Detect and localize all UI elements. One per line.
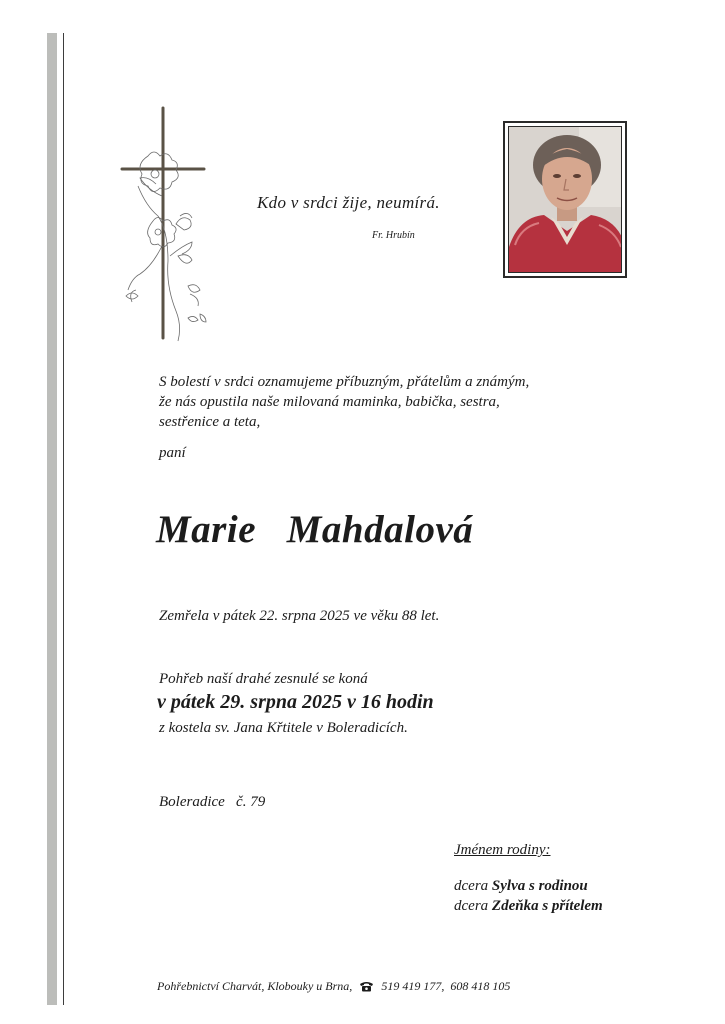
announcement-text (159, 372, 529, 432)
announcement-line: S bolestí v srdci oznamujeme příbuzným, přátelům a známým, (159, 374, 530, 390)
motto-author: Fr. Hrubín (372, 230, 415, 241)
portrait-image (509, 127, 622, 273)
family-member (454, 896, 603, 916)
motto-quote: Kdo v srdci žije, neumírá. (257, 193, 440, 212)
telephone-icon (359, 981, 374, 992)
deceased-last-name: Mahdalová (286, 508, 474, 551)
family-relation: dcera (454, 878, 489, 894)
death-info: Zemřela v pátek 22. srpna 2025 ve věku 88 let. (159, 608, 440, 624)
footer-company: Pohřebnictví Charvát, Klobouky u Brna, (157, 979, 353, 993)
family-member-name: Sylva s rodinou (491, 878, 588, 894)
decorative-side-line (63, 33, 64, 1005)
family-member (454, 876, 603, 896)
funeral-intro: Pohřeb naší drahé zesnulé se koná (159, 671, 368, 687)
family-label: Jménem rodiny: (454, 842, 551, 858)
footer (157, 979, 510, 994)
funeral-datetime: v pátek 29. srpna 2025 v 16 hodin (157, 691, 434, 713)
decorative-side-bar (47, 33, 57, 1005)
family-member-name: Zdeňka s přítelem (491, 898, 603, 914)
cross-flower-icon (118, 106, 238, 342)
footer-phones: 519 419 177, 608 418 105 (381, 979, 511, 993)
portrait-photo (503, 121, 627, 278)
title-pani: paní (159, 445, 186, 461)
address: Boleradice č. 79 (159, 794, 266, 810)
family-relation: dcera (454, 898, 489, 914)
deceased-name (156, 507, 473, 552)
announcement-line: že nás opustila naše milovaná maminka, babička, sestra, (159, 394, 500, 410)
family-members (454, 876, 603, 916)
deceased-first-name: Marie (156, 508, 256, 551)
announcement-line: sestřenice a teta, (159, 414, 261, 430)
funeral-place: z kostela sv. Jana Křtitele v Boleradicích. (159, 720, 408, 736)
